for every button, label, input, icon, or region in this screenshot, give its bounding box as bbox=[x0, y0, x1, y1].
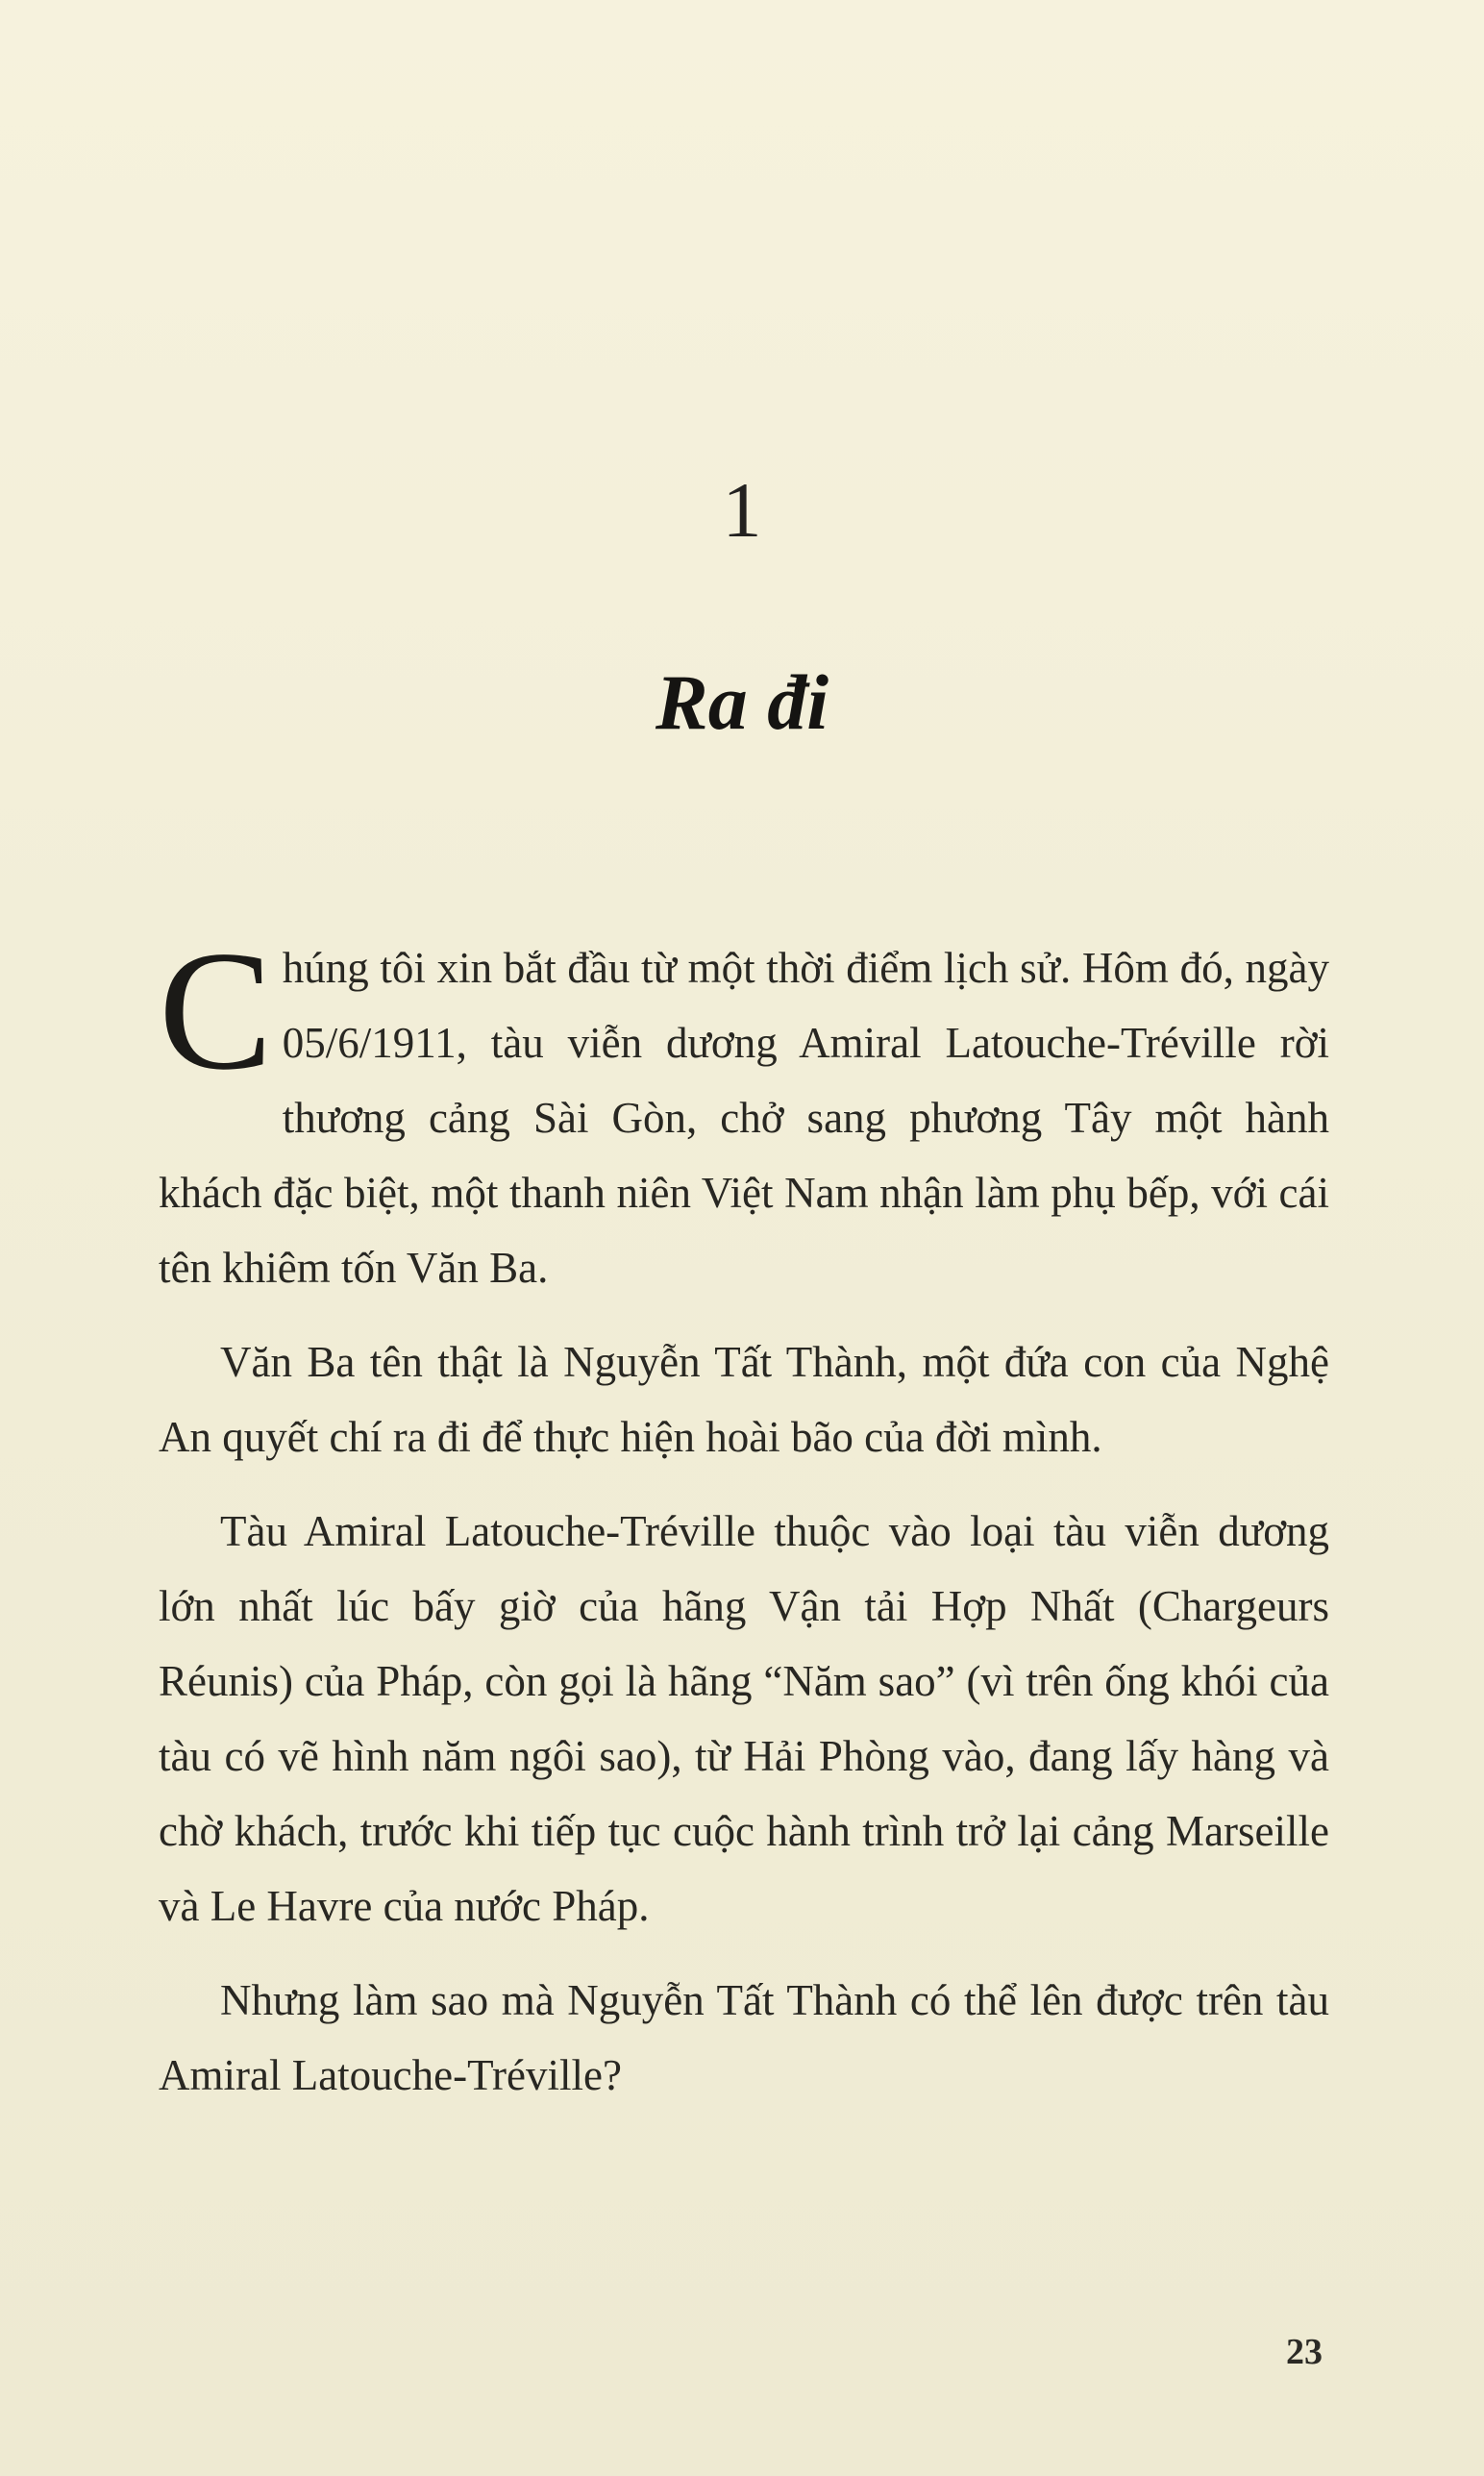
page-number: 23 bbox=[1286, 2332, 1323, 2372]
paragraph-4: Nhưng làm sao mà Nguyễn Tất Thành có thể lên được trên tàu Amiral Latouche-Tréville? bbox=[159, 1976, 1329, 2099]
drop-cap: C bbox=[159, 915, 273, 1105]
paragraph-1-text: húng tôi xin bắt đầu từ một thời điểm lịch sử. Hôm đó, ngày 05/6/1911, tàu viễn dương Amiral Latouche-Tréville rời thương cảng Sài Gòn, chở sang phương Tây một hành khách đặc biệt, một thanh niên Việt Nam nhận làm phụ bếp, với cái tên khiêm tốn Văn Ba. bbox=[159, 944, 1329, 1292]
paragraph-1 bbox=[159, 915, 1329, 1305]
chapter-title: Ra đi bbox=[655, 658, 829, 746]
paragraph-3: Tàu Amiral Latouche-Tréville thuộc vào loại tàu viễn dương lớn nhất lúc bấy giờ của hãng Vận tải Hợp Nhất (Chargeurs Réunis) của Pháp, còn gọi là hãng “Năm sao” (vì trên ống khói của tàu có vẽ hình năm ngôi sao), từ Hải Phòng vào, đang lấy hàng và chờ khách, trước khi tiếp tục cuộc hành trình trở lại cảng Marseille và Le Havre của nước Pháp. bbox=[159, 1507, 1329, 1930]
paragraph-2: Văn Ba tên thật là Nguyễn Tất Thành, một đứa con của Nghệ An quyết chí ra đi để thực hiện hoài bão của đời mình. bbox=[159, 1338, 1329, 1461]
chapter-body bbox=[159, 915, 1329, 2132]
chapter-number: 1 bbox=[722, 466, 762, 554]
